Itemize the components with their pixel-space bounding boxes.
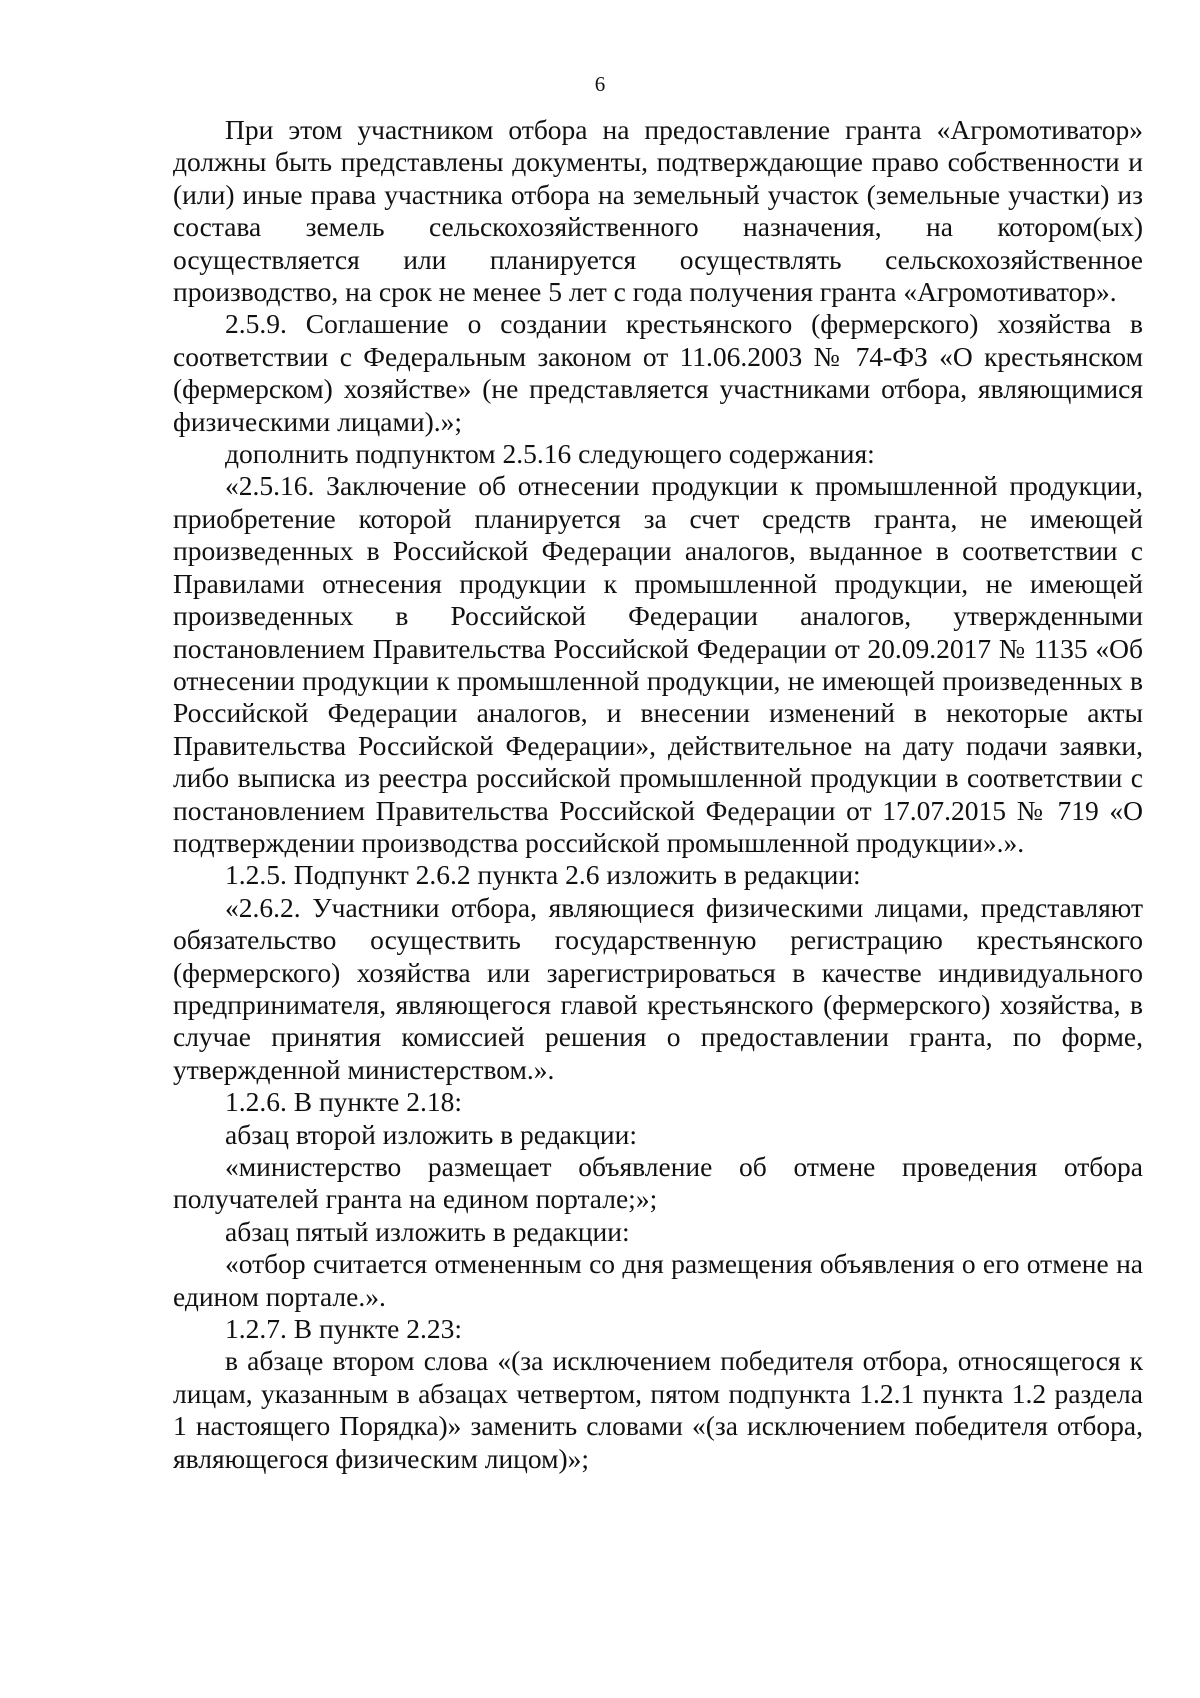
paragraph-second-abzats: абзац второй изложить в редакции: — [225, 1118, 637, 1150]
paragraph-2-5-16: «2.5.16. Заключение об отнесении продукции к промышленной продукции, приобретение которой планируется за счет средств гранта, не имеющей произведенных в Российской Федерации аналогов, выданное в соответствии с Правилами отнесения продукции к промышленной продукции, не имеющей произведенных в Российской Федерации аналогов, утвержденными постановлением Правительства Российской Федерации от 20.09.2017 № 1135 «Об отнесении продукции к промышленной продукции, не имеющей произведенных в Российской Федерации аналогов, и внесении изменений в некоторые акты Правительства Российской Федерации», действительное на дату подачи заявки, либо выписка из реестра российской промышленной продукции в соответствии с постановлением Правительства Российской Федерации от 17.07.2015 № 719 «О подтверждении производства российской промышленной продукции».». — [173, 470, 1143, 858]
document-body — [173, 114, 1143, 1475]
page-number: 6 — [594, 72, 606, 96]
paragraph-1-2-5: 1.2.5. Подпункт 2.6.2 пункта 2.6 изложить в редакции: — [225, 859, 861, 891]
paragraph-2-6-2: «2.6.2. Участники отбора, являющиеся физическими лицами, представляют обязательство осуществить государственную регистрацию крестьянского (фермерского) хозяйства или зарегистрироваться в качестве индивидуального предпринимателя, являющегося главой крестьянского (фермерского) хозяйства, в случае принятия комиссией решения о предоставлении гранта, по форме, утвержденной министерством.». — [173, 891, 1143, 1085]
paragraph-1-2-7: 1.2.7. В пункте 2.23: — [225, 1313, 463, 1345]
paragraph-1-2-6: 1.2.6. В пункте 2.18: — [225, 1086, 463, 1118]
paragraph-2-5-9: 2.5.9. Соглашение о создании крестьянского (фермерского) хозяйства в соответствии с Федеральным законом от 11.06.2003 № 74-ФЗ «О крестьянском (фермерском) хозяйстве» (не представляется участниками отбора, являющимися физическими лицами).»; — [173, 308, 1143, 437]
paragraph-selection-cancelled: «отбор считается отмененным со дня размещения объявления о его отмене на едином портале.». — [173, 1248, 1143, 1312]
paragraph-fifth-abzats: абзац пятый изложить в редакции: — [225, 1215, 630, 1247]
paragraph-add-2-5-16: дополнить подпунктом 2.5.16 следующего содержания: — [225, 438, 875, 470]
paragraph-replace-words: в абзаце втором слова «(за исключением победителя отбора, относящегося к лицам, указанным в абзацах четвертом, пятом подпункта 1.2.1 пункта 1.2 раздела 1 настоящего Порядка)» заменить словами «(за исключением победителя отбора, являющегося физическим лицом)»; — [173, 1345, 1143, 1474]
paragraph-ministry-announcement: «министерство размещает объявление об отмене проведения отбора получателей гранта на едином портале;»; — [173, 1151, 1143, 1215]
paragraph-ownership-documents: При этом участником отбора на предоставление гранта «Агромотиватор» должны быть представлены документы, подтверждающие право собственности и (или) иные права участника отбора на земельный участок (земельные участки) из состава земель сельскохозяйственного назначения, на котором(ых) осуществляется или планируется осуществлять сельскохозяйственное производство, на срок не менее 5 лет с года получения гранта «Агромотиватор». — [173, 114, 1143, 308]
